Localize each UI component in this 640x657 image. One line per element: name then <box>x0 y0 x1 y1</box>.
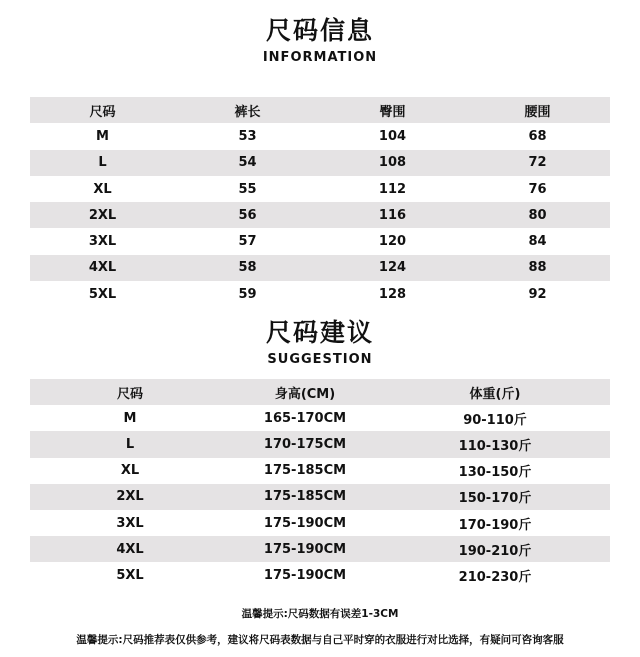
suggestion-subtitle: SUGGESTION <box>267 352 373 367</box>
measurement-tolerance-note: 温馨提示:尺码数据有误差1-3CM <box>241 608 399 620</box>
table-cell: 170-190斤 <box>458 517 532 533</box>
table-cell: 59 <box>238 286 257 302</box>
size-suggestion-row <box>30 536 610 562</box>
table-cell: 110-130斤 <box>458 438 532 454</box>
size-info-row <box>30 281 610 307</box>
table-cell: 170-175CM <box>263 436 347 452</box>
table-cell: 128 <box>378 286 407 302</box>
table-cell: 2XL <box>116 489 144 505</box>
table-cell: 104 <box>378 128 407 144</box>
table-cell: 190-210斤 <box>458 543 532 559</box>
table-cell: 57 <box>238 234 257 250</box>
table-cell: 92 <box>528 286 547 302</box>
suggestion-header-row <box>30 379 610 405</box>
size-info-row <box>30 202 610 228</box>
column-header: 腰围 <box>524 104 551 120</box>
table-cell: 68 <box>528 128 547 144</box>
table-cell: 108 <box>378 155 407 171</box>
table-cell: 90-110斤 <box>463 412 527 428</box>
table-cell: 175-190CM <box>263 515 347 531</box>
table-cell: 175-190CM <box>263 567 347 583</box>
table-cell: L <box>125 436 135 452</box>
column-header: 体重(斤) <box>469 386 521 402</box>
information-title: 尺码信息 <box>265 16 374 45</box>
size-info-row <box>30 176 610 202</box>
table-cell: 210-230斤 <box>458 569 532 585</box>
table-cell: 54 <box>238 155 257 171</box>
table-cell: 84 <box>528 234 547 250</box>
table-cell: 5XL <box>116 567 144 583</box>
table-cell: 150-170斤 <box>458 491 532 507</box>
size-suggestion-row <box>30 405 610 431</box>
table-cell: 80 <box>528 207 547 223</box>
table-cell: 120 <box>378 234 407 250</box>
size-suggestion-row <box>30 484 610 510</box>
column-header: 身高(CM) <box>274 386 336 402</box>
size-suggestion-row <box>30 431 610 457</box>
table-cell: 53 <box>238 128 257 144</box>
information-subtitle: INFORMATION <box>262 50 378 65</box>
size-suggestion-table <box>30 379 610 589</box>
information-heading <box>0 16 640 66</box>
size-info-row <box>30 255 610 281</box>
column-header: 臀围 <box>379 104 406 120</box>
table-cell: 4XL <box>88 260 117 276</box>
size-suggestion-row <box>30 562 610 588</box>
size-info-row <box>30 123 610 149</box>
table-cell: 175-185CM <box>263 463 347 479</box>
table-cell: 88 <box>528 260 547 276</box>
size-info-row <box>30 228 610 254</box>
table-cell: 175-185CM <box>263 489 347 505</box>
table-cell: M <box>96 128 109 144</box>
table-cell: 130-150斤 <box>458 465 532 481</box>
table-cell: 175-190CM <box>263 541 347 557</box>
table-cell: L <box>98 155 107 171</box>
size-information-table <box>30 97 610 307</box>
table-cell: 56 <box>238 207 257 223</box>
table-cell: 5XL <box>88 286 117 302</box>
table-cell: 3XL <box>88 234 117 250</box>
column-header: 裤长 <box>234 104 261 120</box>
table-cell: XL <box>120 463 140 479</box>
table-cell: M <box>123 410 137 426</box>
table-cell: 112 <box>378 181 407 197</box>
column-header: 尺码 <box>89 104 116 120</box>
size-recommendation-note: 温馨提示:尺码推荐表仅供参考，建议将尺码表数据与自己平时穿的衣服进行对比选择，有疑问可咨询客服 <box>76 634 564 646</box>
suggestion-title: 尺码建议 <box>265 318 374 347</box>
info-header-row <box>30 97 610 123</box>
table-cell: 124 <box>378 260 407 276</box>
size-info-row <box>30 150 610 176</box>
table-cell: 55 <box>238 181 257 197</box>
table-cell: XL <box>93 181 112 197</box>
table-cell: 58 <box>238 260 257 276</box>
size-suggestion-row <box>30 458 610 484</box>
size-suggestion-row <box>30 510 610 536</box>
table-cell: 2XL <box>88 207 117 223</box>
table-cell: 4XL <box>116 541 144 557</box>
column-header: 尺码 <box>116 386 143 402</box>
table-cell: 165-170CM <box>263 410 347 426</box>
table-cell: 76 <box>528 181 547 197</box>
table-cell: 3XL <box>116 515 144 531</box>
table-cell: 116 <box>378 207 407 223</box>
table-cell: 72 <box>528 155 547 171</box>
suggestion-heading <box>0 318 640 368</box>
